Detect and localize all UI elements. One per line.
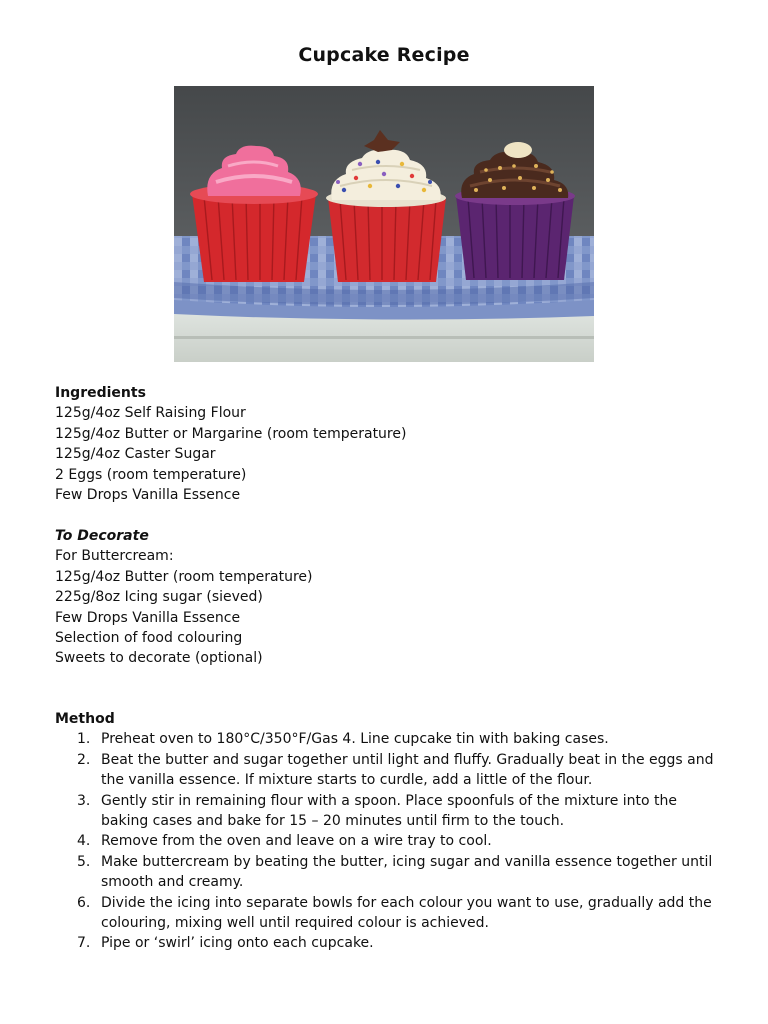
step-number: 2. xyxy=(77,751,91,768)
ingredient-item: 125g/4oz Butter or Margarine (room temperature) xyxy=(55,425,407,442)
method-step xyxy=(55,729,721,749)
step-text: Beat the butter and sugar together until light and fluffy. Gradually beat in the eggs and the vanilla essence. If mixture starts to curdle, add a little of the flour. xyxy=(101,751,714,789)
decorate-item: Few Drops Vanilla Essence xyxy=(55,609,241,626)
step-text: Pipe or ‘swirl’ icing onto each cupcake. xyxy=(101,935,374,952)
method-step xyxy=(55,933,721,953)
method-step xyxy=(55,893,721,934)
step-number: 4. xyxy=(77,833,91,850)
decorate-item: 225g/8oz Icing sugar (sieved) xyxy=(55,589,263,606)
cupcake-photo xyxy=(174,86,594,362)
step-text: Divide the icing into separate bowls for each colour you want to use, gradually add the colouring, mixing well until required colour is achieved. xyxy=(101,894,712,932)
step-text: Remove from the oven and leave on a wire tray to cool. xyxy=(101,833,492,850)
step-number: 7. xyxy=(77,935,91,952)
ingredients-section xyxy=(55,383,735,505)
step-number: 6. xyxy=(77,894,91,911)
step-text: Preheat oven to 180°C/350°F/Gas 4. Line cupcake tin with baking cases. xyxy=(101,731,609,748)
decorate-item: Selection of food colouring xyxy=(55,630,243,647)
decorate-item: Sweets to decorate (optional) xyxy=(55,650,263,667)
decorate-item: For Buttercream: xyxy=(55,548,174,565)
step-text: Gently stir in remaining flour with a spoon. Place spoonfuls of the mixture into the baking cases and bake for 15 – 20 minutes until firm to the touch. xyxy=(101,792,678,830)
ingredient-item: 2 Eggs (room temperature) xyxy=(55,466,247,483)
decorate-item: 125g/4oz Butter (room temperature) xyxy=(55,568,313,585)
ingredient-item: Few Drops Vanilla Essence xyxy=(55,487,241,504)
method-step xyxy=(55,791,721,832)
step-text: Make buttercream by beating the butter, icing sugar and vanilla essence together until smooth and creamy. xyxy=(101,853,713,891)
step-number: 5. xyxy=(77,853,91,870)
method-heading: Method xyxy=(55,711,115,727)
method-step xyxy=(55,831,721,851)
decorate-heading: To Decorate xyxy=(55,528,149,544)
ingredients-heading: Ingredients xyxy=(55,385,146,401)
method-step xyxy=(55,750,721,791)
ingredient-item: 125g/4oz Caster Sugar xyxy=(55,446,216,463)
decorate-section xyxy=(55,526,735,669)
step-number: 3. xyxy=(77,792,91,809)
method-steps-list xyxy=(55,729,735,953)
ingredient-item: 125g/4oz Self Raising Flour xyxy=(55,405,246,422)
method-step xyxy=(55,852,721,893)
page-title: Cupcake Recipe xyxy=(298,44,470,66)
method-section xyxy=(55,709,735,954)
step-number: 1. xyxy=(77,731,91,748)
